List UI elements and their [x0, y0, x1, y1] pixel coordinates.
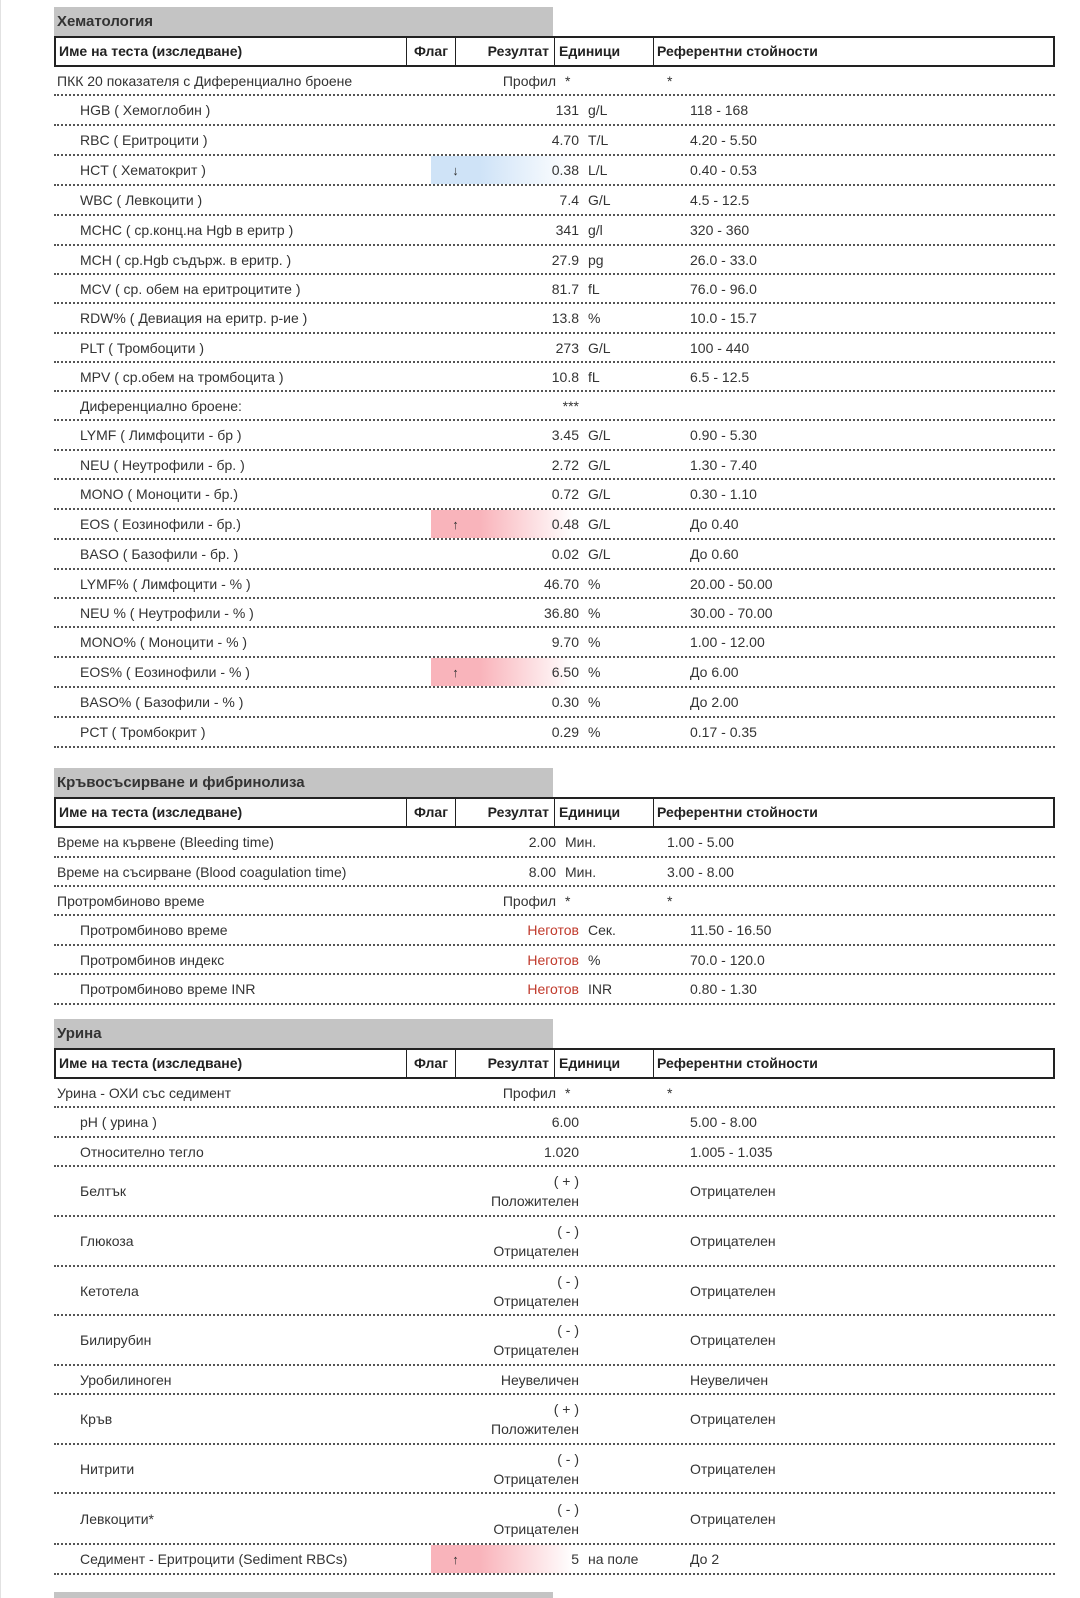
- result-value: 131: [555, 102, 579, 118]
- result-sign: ( - ): [557, 1223, 579, 1239]
- result-sign: ( - ): [557, 1322, 579, 1338]
- flag-cell: [431, 275, 480, 302]
- page-left-border: [0, 0, 1, 1598]
- table-row: [54, 1316, 1055, 1366]
- unit-value: %: [588, 724, 601, 740]
- test-name: PCT ( Тромбокрит ): [80, 724, 206, 740]
- table-row: [54, 599, 1055, 628]
- result-value: 1.020: [543, 1143, 579, 1160]
- result-value: 6.50: [480, 658, 584, 686]
- reference-range: 1.005 - 1.035: [690, 1143, 773, 1160]
- column-header-result: Резултат: [456, 38, 555, 65]
- result-value: ***: [562, 397, 579, 414]
- result-value: 27.9: [551, 251, 579, 268]
- table-row: [54, 828, 1055, 858]
- test-name: Кръв: [80, 1411, 113, 1427]
- test-name: Кетотела: [80, 1282, 139, 1299]
- flag-cell: [431, 1494, 480, 1543]
- test-name: ПКК 20 показателя с Диференциално броене: [57, 72, 353, 89]
- column-header-reference: Референтни стойности: [657, 43, 818, 59]
- flag-cell: [431, 916, 480, 944]
- unit-value: G/L: [588, 192, 611, 208]
- flag-cell: [431, 392, 480, 419]
- flag-cell: [431, 975, 480, 1003]
- test-name: Глюкоза: [80, 1233, 134, 1249]
- table-row: [54, 451, 1055, 480]
- test-name: MCHC ( ср.конц.на Hgb в еритр ): [80, 222, 294, 238]
- flag-cell: [408, 887, 457, 914]
- result-cell: [480, 1445, 584, 1492]
- table-row-flag-high: [54, 658, 1055, 688]
- flag-cell: [408, 858, 457, 885]
- flag-cell: [431, 246, 480, 273]
- table-row: [54, 1395, 1055, 1445]
- table-row-flag-high: [54, 1545, 1055, 1575]
- section-title: Урина: [54, 1019, 553, 1048]
- flag-cell: [431, 126, 480, 154]
- arrow-down-icon: ↓: [431, 156, 480, 184]
- flag-cell: [431, 599, 480, 626]
- column-header-name: Име на теста (изследване): [56, 1050, 407, 1077]
- result-value: 0.38: [480, 156, 584, 184]
- unit-value: INR: [588, 981, 613, 997]
- column-header-unit: Единици: [555, 799, 654, 826]
- flag-cell: [431, 304, 480, 332]
- test-name: Относително тегло: [80, 1143, 204, 1160]
- result-cell: [480, 1217, 584, 1265]
- result-sign: ( - ): [557, 1450, 579, 1467]
- unit-value: fL: [588, 368, 600, 385]
- reference-range: 4.20 - 5.50: [690, 132, 757, 148]
- test-name: EOS ( Еозинофили - бр.): [80, 516, 241, 532]
- test-name: MCV ( ср. обем на еритроцитите ): [80, 280, 301, 297]
- result-text: Отрицателен: [493, 1292, 579, 1309]
- test-name: Белтък: [80, 1183, 126, 1199]
- reference-range: 0.80 - 1.30: [690, 981, 757, 997]
- table-row: [54, 570, 1055, 599]
- table-header: [54, 36, 1055, 67]
- table-row: [54, 1217, 1055, 1267]
- reference-range: 30.00 - 70.00: [690, 604, 773, 621]
- table-row: [54, 421, 1055, 451]
- flag-cell: [431, 946, 480, 973]
- result-value: Профил: [502, 72, 556, 89]
- flag-cell: [431, 540, 480, 568]
- reference-range: 26.0 - 33.0: [690, 251, 757, 268]
- result-text: Отрицателен: [493, 1342, 579, 1358]
- reference-range: 20.00 - 50.00: [690, 575, 773, 592]
- test-name: RBC ( Еритроцити ): [80, 132, 208, 148]
- reference-range: 70.0 - 120.0: [690, 951, 765, 968]
- reference-range: 76.0 - 96.0: [690, 280, 757, 297]
- reference-range: 0.17 - 0.35: [690, 724, 757, 740]
- table-row: [54, 392, 1055, 421]
- next-section-title-bar: [54, 1592, 553, 1598]
- table-row: [54, 1366, 1055, 1395]
- column-header-flag: Флаг: [407, 1050, 456, 1077]
- table-row: [54, 858, 1055, 887]
- unit-value: %: [588, 310, 601, 326]
- flag-cell: [431, 451, 480, 478]
- unit-value: Сек.: [588, 922, 616, 938]
- result-value: Профил: [502, 892, 556, 909]
- unit-value: L/L: [588, 162, 608, 178]
- result-value: 36.80: [543, 604, 579, 621]
- table-row: [54, 1167, 1055, 1217]
- test-name: MCH ( ср.Hgb съдърж. в еритр. ): [80, 251, 292, 268]
- column-header-unit: Единици: [555, 38, 654, 65]
- table-row: [54, 975, 1055, 1005]
- unit-value: *: [565, 1084, 571, 1101]
- result-value: Профил: [502, 1084, 556, 1101]
- reference-range: 6.5 - 12.5: [690, 368, 750, 385]
- table-row-flag-high: [54, 510, 1055, 540]
- reference-range: Неувеличен: [690, 1371, 769, 1388]
- result-value: 10.8: [551, 368, 579, 385]
- unit-value: G/L: [588, 339, 611, 356]
- test-name: Време на кървене (Bleeding time): [57, 834, 274, 850]
- test-name: EOS% ( Еозинофили - % ): [80, 664, 250, 680]
- reference-range: Отрицателен: [690, 1460, 776, 1477]
- flag-cell: [431, 1138, 480, 1165]
- reference-range: До 6.00: [690, 664, 739, 680]
- result-value: 0.02: [551, 546, 579, 562]
- column-header-flag: Флаг: [407, 38, 456, 65]
- test-name: Уробилиноген: [80, 1371, 172, 1388]
- unit-value: %: [588, 634, 601, 650]
- flag-cell: [431, 718, 480, 746]
- unit-value: %: [588, 694, 601, 710]
- table-row: [54, 480, 1055, 510]
- section-urine: [54, 1019, 1055, 1575]
- result-text: Отрицателен: [493, 1520, 579, 1537]
- test-name: HGB ( Хемоглобин ): [80, 102, 211, 118]
- table-row: [54, 216, 1055, 246]
- flag-cell: [431, 1167, 480, 1215]
- column-header-name: Име на теста (изследване): [56, 38, 407, 65]
- result-value-pending: Неготов: [527, 922, 579, 938]
- result-value: 4.70: [551, 132, 579, 148]
- table-row: [54, 1494, 1055, 1545]
- reference-range: 118 - 168: [690, 102, 749, 118]
- unit-value: G/L: [588, 486, 611, 502]
- result-value: 9.70: [551, 634, 579, 650]
- section-hematology: [54, 7, 1055, 748]
- test-name: Време на съсирване (Blood coagulation time): [57, 863, 347, 880]
- reference-range: 0.30 - 1.10: [690, 486, 757, 502]
- unit-value: G/L: [588, 456, 611, 473]
- result-sign: ( + ): [553, 1173, 579, 1189]
- test-name: Нитрити: [80, 1460, 135, 1477]
- test-name: WBC ( Левкоцити ): [80, 192, 203, 208]
- table-row: [54, 186, 1055, 216]
- reference-range: До 2: [690, 1551, 720, 1567]
- result-value: 13.8: [551, 310, 579, 326]
- column-header-flag: Флаг: [407, 799, 456, 826]
- column-header-name: Име на теста (изследване): [56, 799, 407, 826]
- table-row: [54, 1108, 1055, 1138]
- reference-range: 1.00 - 5.00: [667, 834, 734, 850]
- result-value: 7.4: [559, 192, 579, 208]
- reference-range: 320 - 360: [690, 222, 750, 238]
- flag-cell: [431, 186, 480, 214]
- reference-range: 0.90 - 5.30: [690, 427, 757, 443]
- unit-value: %: [588, 664, 601, 680]
- unit-value: *: [565, 892, 571, 909]
- test-name: Диференциално броене:: [80, 397, 242, 414]
- flag-cell: [408, 1079, 457, 1106]
- flag-cell: [431, 628, 480, 656]
- result-text: Положителен: [491, 1193, 579, 1209]
- column-header-reference: Референтни стойности: [657, 1055, 818, 1071]
- result-value: 0.72: [551, 486, 579, 502]
- result-sign: ( - ): [557, 1272, 579, 1289]
- flag-cell: [431, 216, 480, 244]
- result-value: 6.00: [551, 1114, 579, 1130]
- flag-cell: [431, 363, 480, 390]
- reference-range: Отрицателен: [690, 1233, 776, 1249]
- flag-cell: [431, 1217, 480, 1265]
- flag-cell: [431, 421, 480, 449]
- column-header-reference: Референтни стойности: [657, 804, 818, 820]
- table-row: [54, 946, 1055, 975]
- test-name: BASO% ( Базофили - % ): [80, 694, 244, 710]
- test-name: Протромбинов индекс: [80, 951, 225, 968]
- reference-range: 1.00 - 12.00: [690, 634, 765, 650]
- test-name: PLT ( Тромбоцити ): [80, 339, 205, 356]
- table-row: [54, 688, 1055, 718]
- result-cell: [480, 1167, 584, 1215]
- table-header: [54, 797, 1055, 828]
- reference-range: 11.50 - 16.50: [690, 922, 772, 938]
- result-text: Отрицателен: [493, 1470, 579, 1487]
- table-row: [54, 1138, 1055, 1167]
- result-sign: ( + ): [553, 1401, 579, 1417]
- test-name: MONO% ( Моноцити - % ): [80, 634, 248, 650]
- table-row: [54, 887, 1055, 916]
- table-row: [54, 96, 1055, 126]
- flag-cell: [408, 67, 457, 94]
- arrow-up-icon: ↑: [431, 658, 480, 686]
- result-value: 273: [555, 339, 579, 356]
- result-value: 8.00: [528, 863, 556, 880]
- unit-value: Мин.: [565, 863, 597, 880]
- test-name: Левкоцити*: [80, 1510, 154, 1527]
- reference-range: До 0.40: [690, 516, 739, 532]
- reference-range: Отрицателен: [690, 1332, 776, 1348]
- table-row: [54, 628, 1055, 658]
- table-row: [54, 334, 1055, 363]
- column-header-unit: Единици: [555, 1050, 654, 1077]
- arrow-up-icon: ↑: [431, 1545, 480, 1573]
- table-row: [54, 275, 1055, 304]
- reference-range: Отрицателен: [690, 1411, 776, 1427]
- flag-cell: [431, 1366, 480, 1393]
- test-name: Протромбиново време INR: [80, 981, 256, 997]
- table-row: [54, 246, 1055, 275]
- flag-cell: [431, 688, 480, 716]
- reference-range: *: [667, 892, 673, 909]
- table-row: [54, 1445, 1055, 1494]
- unit-value: pg: [588, 251, 604, 268]
- column-header-result: Резултат: [456, 1050, 555, 1077]
- table-row-flag-low: [54, 156, 1055, 186]
- reference-range: 10.0 - 15.7: [690, 310, 757, 326]
- table-header: [54, 1048, 1055, 1079]
- result-value: 81.7: [551, 280, 579, 297]
- arrow-up-icon: ↑: [431, 510, 480, 538]
- flag-cell: [431, 480, 480, 508]
- reference-range: 0.40 - 0.53: [690, 162, 757, 178]
- flag-cell: [431, 1445, 480, 1492]
- test-name: LYMF ( Лимфоцити - бр ): [80, 427, 242, 443]
- unit-value: G/L: [588, 516, 611, 532]
- result-cell: [480, 1316, 584, 1364]
- result-value: Неувеличен: [500, 1371, 579, 1388]
- test-name: Урина - ОХИ със седимент: [57, 1084, 232, 1101]
- table-row: [54, 67, 1055, 96]
- test-name: LYMF% ( Лимфоцити - % ): [80, 575, 251, 592]
- result-value-pending: Неготов: [527, 981, 579, 997]
- test-name: Седимент - Еритроцити (Sediment RBCs): [80, 1551, 348, 1567]
- test-name: BASO ( Базофили - бр. ): [80, 546, 239, 562]
- table-row: [54, 304, 1055, 334]
- section-coagulation: [54, 768, 1055, 1005]
- table-row: [54, 1267, 1055, 1316]
- reference-range: Отрицателен: [690, 1282, 776, 1299]
- result-value-pending: Неготов: [527, 951, 579, 968]
- reference-range: До 2.00: [690, 694, 739, 710]
- test-name: NEU ( Неутрофили - бр. ): [80, 456, 245, 473]
- unit-value: G/L: [588, 427, 611, 443]
- result-cell: [480, 1494, 584, 1543]
- test-name: NEU % ( Неутрофили - % ): [80, 604, 254, 621]
- reference-range: *: [667, 1084, 673, 1101]
- table-row: [54, 1079, 1055, 1108]
- reference-range: 1.30 - 7.40: [690, 456, 757, 473]
- result-sign: ( - ): [557, 1500, 579, 1517]
- flag-cell: [431, 570, 480, 597]
- section-title: Хематология: [54, 7, 553, 36]
- table-row: [54, 718, 1055, 748]
- unit-value: Мин.: [565, 834, 597, 850]
- reference-range: 5.00 - 8.00: [690, 1114, 757, 1130]
- reference-range: *: [667, 72, 673, 89]
- result-cell: [480, 1267, 584, 1314]
- result-cell: [480, 1395, 584, 1443]
- test-name: MONO ( Моноцити - бр.): [80, 486, 238, 502]
- reference-range: Отрицателен: [690, 1183, 776, 1199]
- test-name: Билирубин: [80, 1332, 152, 1348]
- table-row: [54, 540, 1055, 570]
- column-header-result: Резултат: [456, 799, 555, 826]
- test-name: Протромбиново време: [80, 922, 228, 938]
- result-value: 5: [480, 1545, 584, 1573]
- unit-value: %: [588, 951, 601, 968]
- table-row: [54, 363, 1055, 392]
- test-name: MPV ( ср.обем на тромбоцита ): [80, 368, 284, 385]
- result-value: 341: [555, 222, 579, 238]
- unit-value: %: [588, 604, 601, 621]
- reference-range: Отрицателен: [690, 1510, 776, 1527]
- result-text: Положителен: [491, 1421, 579, 1437]
- reference-range: 4.5 - 12.5: [690, 192, 750, 208]
- flag-cell: [431, 1267, 480, 1314]
- result-value: 2.00: [528, 834, 556, 850]
- test-name: RDW% ( Девиация на еритр. р-ие ): [80, 310, 308, 326]
- test-name: Протромбиново време: [57, 892, 205, 909]
- result-value: 46.70: [543, 575, 579, 592]
- result-value: 0.48: [480, 510, 584, 538]
- result-value: 2.72: [551, 456, 579, 473]
- reference-range: 3.00 - 8.00: [667, 863, 734, 880]
- result-value: 0.29: [551, 724, 579, 740]
- table-row: [54, 126, 1055, 156]
- unit-value: g/l: [588, 222, 603, 238]
- test-name: HCT ( Хематокрит ): [80, 162, 206, 178]
- reference-range: До 0.60: [690, 546, 739, 562]
- flag-cell: [408, 828, 457, 856]
- reference-range: 100 - 440: [690, 339, 750, 356]
- section-title: Кръвосъсирване и фибринолиза: [54, 768, 553, 797]
- unit-value: %: [588, 575, 601, 592]
- result-value: 3.45: [551, 427, 579, 443]
- result-text: Отрицателен: [493, 1243, 579, 1259]
- result-value: 0.30: [551, 694, 579, 710]
- flag-cell: [431, 1395, 480, 1443]
- flag-cell: [431, 96, 480, 124]
- flag-cell: [431, 334, 480, 361]
- test-name: pH ( урина ): [80, 1114, 157, 1130]
- flag-cell: [431, 1316, 480, 1364]
- unit-value: g/L: [588, 102, 608, 118]
- unit-value: *: [565, 72, 571, 89]
- unit-value: на поле: [588, 1551, 639, 1567]
- table-row: [54, 916, 1055, 946]
- unit-value: fL: [588, 280, 600, 297]
- unit-value: T/L: [588, 132, 609, 148]
- unit-value: G/L: [588, 546, 611, 562]
- flag-cell: [431, 1108, 480, 1136]
